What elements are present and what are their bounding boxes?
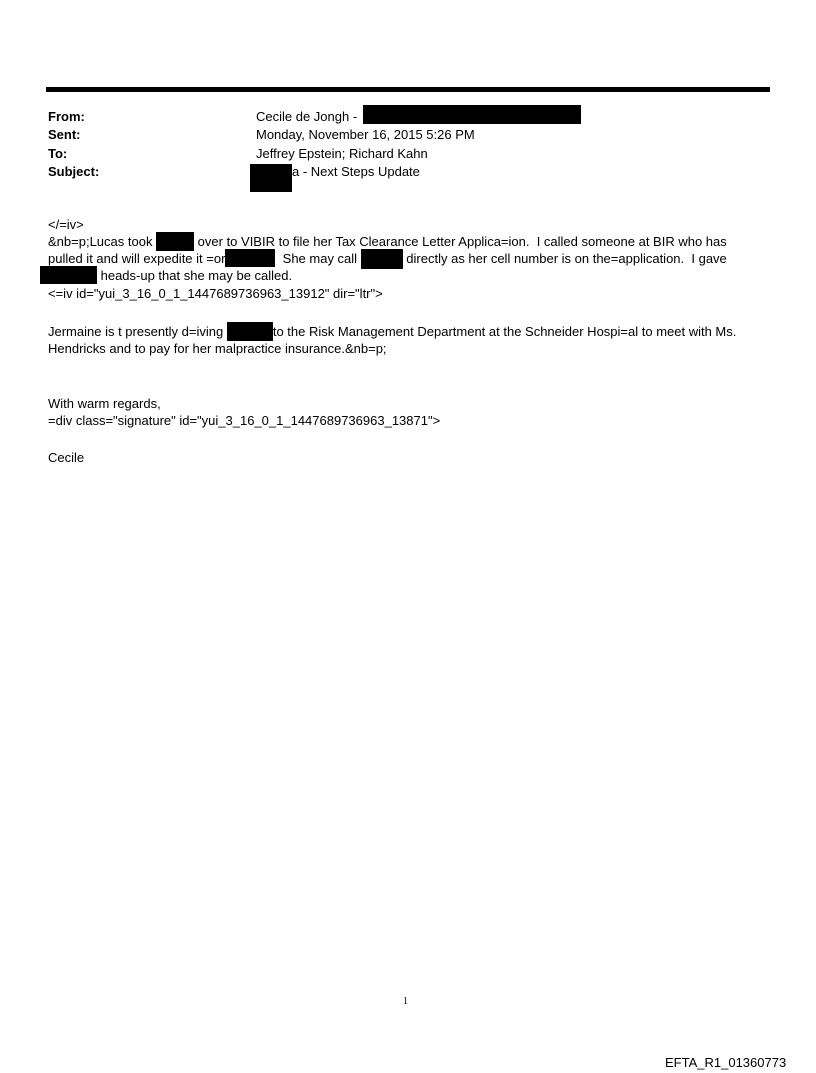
body-text-segment: Jermaine is t presently d=iving [48, 324, 227, 339]
redaction-box [225, 249, 275, 267]
sent-label: Sent: [48, 127, 81, 142]
body-line: </=iv> [48, 217, 84, 232]
signature-div-line: =div class="signature" id="yui_3_16_0_1_1447689736963_13871"> [48, 413, 441, 428]
redaction-box [156, 232, 194, 251]
redaction-box [361, 249, 403, 269]
body-text-segment: pulled it and will expedite it =or [48, 251, 226, 266]
body-text-segment: directly as her cell number is on the=application. I gave [402, 251, 727, 266]
subject-label: Subject: [48, 164, 100, 179]
from-value [256, 109, 581, 124]
subject-value [250, 164, 420, 192]
redaction-box [363, 105, 581, 124]
redaction-box [40, 266, 97, 284]
redaction-box [227, 322, 273, 341]
from-sender: Cecile de Jongh - [256, 109, 358, 124]
header-rule [46, 87, 770, 92]
body-line: <=iv id="yui_3_16_0_1_1447689736963_13912" dir="ltr"> [48, 286, 383, 301]
body-line: Hendricks and to pay for her malpractice insurance.&nb=p; [48, 341, 387, 356]
from-label: From: [48, 109, 85, 124]
page-number: 1 [403, 996, 408, 1007]
subject-text: a - Next Steps Update [292, 164, 420, 179]
body-line [48, 324, 736, 341]
body-line [48, 251, 727, 269]
sent-value: Monday, November 16, 2015 5:26 PM [256, 127, 475, 142]
body-text-segment: over to VIBIR to file her Tax Clearance Letter Applica=ion. I called someone at BIR who has [194, 234, 727, 249]
document-id: EFTA_R1_01360773 [665, 1055, 787, 1070]
body-line [40, 268, 292, 284]
to-label: To: [48, 146, 68, 161]
body-text-segment: &nb=p;Lucas took [48, 234, 157, 249]
signature-name: Cecile [48, 450, 85, 465]
closing-line: With warm regards, [48, 396, 161, 411]
to-value: Jeffrey Epstein; Richard Kahn [256, 146, 428, 161]
body-text-segment: to the Risk Management Department at the Schneider Hospi=al to meet with Ms. [272, 324, 737, 339]
body-text-segment: heads-up that she may be called. [97, 268, 293, 283]
redaction-box [250, 164, 292, 192]
body-text-segment: She may call [275, 251, 361, 266]
